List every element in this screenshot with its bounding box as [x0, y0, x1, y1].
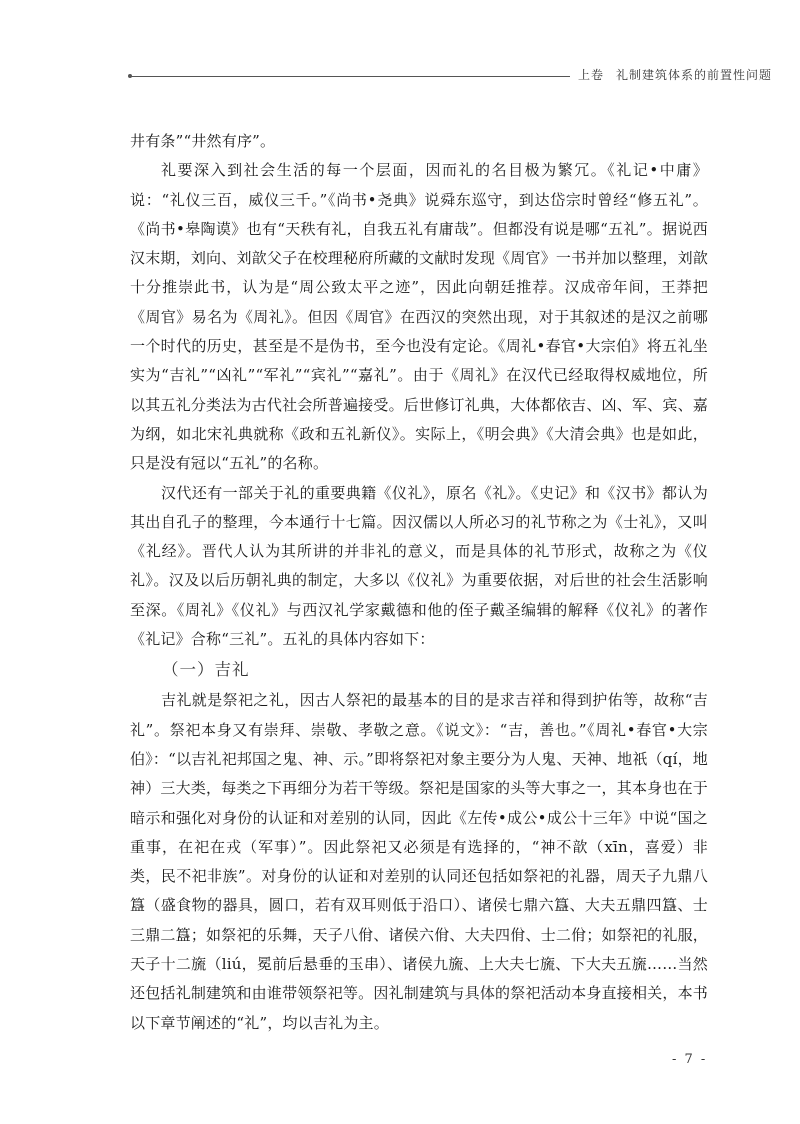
header-rule	[130, 76, 570, 77]
paragraph-continued: 井有条”“井然有序”。	[130, 132, 276, 150]
page-number: - 7 -	[672, 1052, 708, 1067]
header-volume: 上卷	[578, 68, 605, 82]
page-body	[130, 127, 708, 1038]
paragraph-yili: 汉代还有一部关于礼的重要典籍《仪礼》，原名《礼》。《史记》和《汉书》都认为其出自孔子的整理，今本通行十七篇。因汉儒以人所必习的礼节称之为《士礼》，又叫《礼经》。晋代人认为其所讲的并非礼的意义，而是具体的礼节形式，故称之为《仪礼》。汉及以后历朝礼典的制定，大多以《仪礼》为重要依据，对后世的社会生活影响至深。《周礼》《仪礼》与西汉礼学家戴德和他的侄子戴圣编辑的解释《仪礼》的著作《礼记》合称“三礼”。五礼的具体内容如下：	[130, 483, 708, 649]
paragraph-five-rites: 礼要深入到社会生活的每一个层面，因而礼的名目极为繁冗。《礼记•中庸》说：“礼仪三百，威仪三千。”《尚书•尧典》说舜东巡守，到达岱宗时曾经“修五礼”。《尚书•皋陶谟》也有“天秩有礼，自我五礼有庸哉”。但都没有说是哪“五礼”。据说西汉末期，刘向、刘歆父子在校理秘府所藏的文献时发现《周官》一书并加以整理，刘歆十分推崇此书，认为是“周公致太平之迹”，因此向朝廷推荐。汉成帝年间，王莽把《周官》易名为《周礼》。但因《周官》在西汉的突然出现，对于其叙述的是汉之前哪一个时代的历史，甚至是不是伪书，至今也没有定论。《周礼•春官•大宗伯》将五礼坐实为“吉礼”“凶礼”“军礼”“宾礼”“嘉礼”。由于《周礼》在汉代已经取得权威地位，所以其五礼分类法为古代社会所普遍接受。后世修订礼典，大体都依吉、凶、军、宾、嘉为纲，如北宋礼典就称《政和五礼新仪》。实际上，《明会典》《大清会典》也是如此，只是没有冠以“五礼”的名称。	[130, 161, 708, 473]
header-chapter-title: 礼制建筑体系的前置性问题	[616, 68, 773, 82]
section-heading: （一）吉礼	[162, 660, 250, 680]
paragraph-jili: 吉礼就是祭祀之礼，因古人祭祀的最基本的目的是求吉祥和得到护佑等，故称“吉礼”。祭祀本身又有崇拜、崇敬、孝敬之意。《说文》：“吉，善也。”《周礼•春官•大宗伯》：“以吉礼祀邦国之鬼、神、示。”即将祭祀对象主要分为人鬼、天神、地祇（qí，地神）三大类，每类之下再细分为若干等级。祭祀是国家的头等大事之一，其本身也在于暗示和强化对身份的认证和对差别的认同，因此《左传•成公•成公十三年》中说“国之重事，在祀在戎（军事）”。因此祭祀又必须是有选择的，“神不歆（xīn，喜爱）非类，民不祀非族”。对身份的认证和对差别的认同还包括如祭祀的礼器，周天子九鼎八簋（盛食物的器具，圆口，若有双耳则低于沿口）、诸侯七鼎六簋、大夫五鼎四簋、士三鼎二簋；如祭祀的乐舞，天子八佾、诸侯六佾、大夫四佾、士二佾；如祭祀的礼服，天子十二旒（liú，冕前后悬垂的玉串）、诸侯九旒、上大夫七旒、下大夫五旒……当然还包括礼制建筑和由谁带领祭祀等。因礼制建筑与具体的祭祀活动本身直接相关，本书以下章节阐述的“礼”，均以吉礼为主。	[130, 691, 708, 1032]
running-header	[578, 66, 772, 83]
